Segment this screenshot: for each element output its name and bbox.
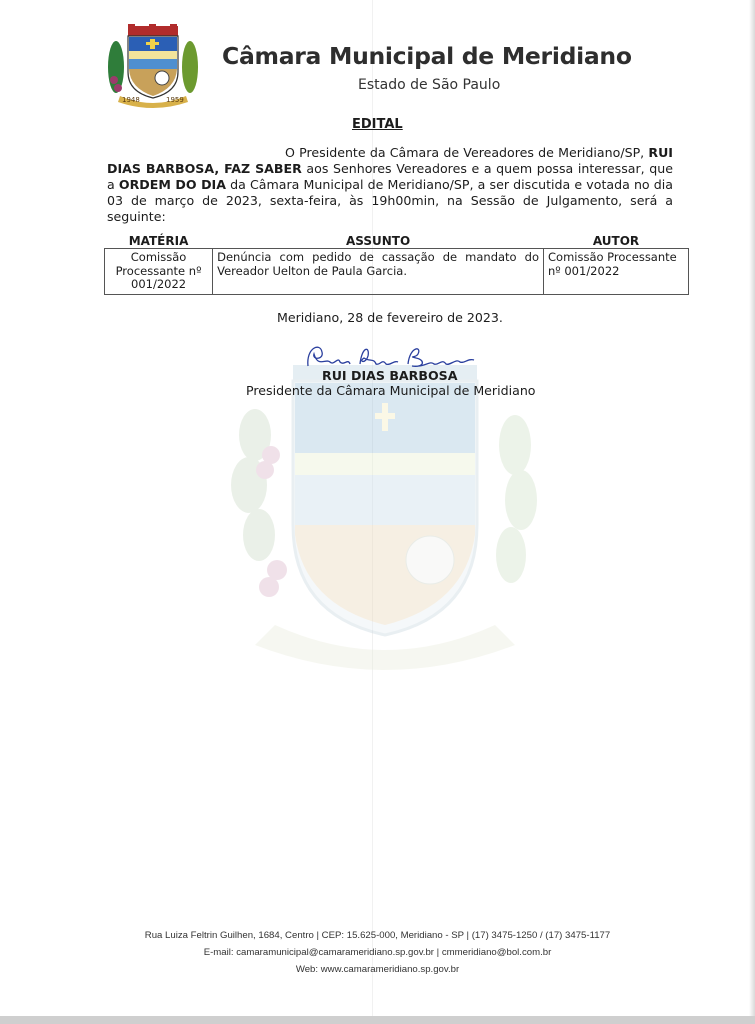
intro-text-2: aos Senhores Vereadores e a quem possa interessar, que a: [107, 161, 673, 192]
state-subtitle: Estado de São Paulo: [358, 77, 501, 93]
watermark-leaves-right: [496, 415, 537, 583]
table-row: [105, 249, 689, 295]
watermark-shield: [293, 365, 477, 635]
intro-paragraph: [107, 145, 673, 225]
page-title: Câmara Municipal de Meridiano: [222, 42, 632, 70]
cell-assunto: Denúncia com pedido de cassação de mandato do Vereador Uelton de Paula Garcia.: [213, 249, 544, 295]
document-heading: EDITAL: [352, 117, 403, 132]
crest-year-1959: 1959: [166, 96, 184, 104]
column-header-materia: MATÉRIA: [128, 233, 189, 248]
intro-text-1: O Presidente da Câmara de Vereadores de Meridiano/SP,: [285, 145, 649, 160]
watermark-leaves-left: [231, 409, 287, 597]
footer-website: Web: www.camarameridiano.sp.gov.br: [295, 964, 460, 975]
crest-year-1948: 1948: [122, 96, 140, 104]
column-header-assunto: ASSUNTO: [345, 233, 411, 248]
signatory-role: Presidente da Câmara Municipal de Meridiano: [246, 383, 536, 398]
agenda-table: [104, 234, 689, 295]
scan-edge-bottom: [0, 1016, 755, 1024]
intro-text-3: da Câmara Municipal de Meridiano/SP, a ser discutida e votada no dia 03 de março de 2023, sexta-feira, às 19h00min, na Sessão de Julgamento, será a seguinte:: [107, 177, 673, 224]
table-header-row: [105, 234, 689, 249]
footer-address: Rua Luiza Feltrin Guilhen, 1684, Centro | CEP: 15.625-000, Meridiano - SP | (17) 3475-1250 / (17) 3475-1177: [144, 930, 611, 941]
place-and-date: Meridiano, 28 de fevereiro de 2023.: [277, 310, 503, 325]
handwritten-signature: [300, 338, 490, 372]
president-name-highlight: RUI DIAS BARBOSA, FAZ SABER: [107, 145, 673, 176]
cell-materia: Comissão Processante nº 001/2022: [105, 249, 213, 295]
signatory-name: RUI DIAS BARBOSA: [322, 368, 458, 383]
cell-autor: Comissão Processante nº 001/2022: [544, 249, 689, 295]
crest-ribbon: [114, 93, 194, 105]
footer-email: E-mail: camaramunicipal@camarameridiano.sp.gov.br | cmmeridiano@bol.com.br: [203, 947, 552, 958]
scan-edge: [749, 0, 755, 1024]
column-header-autor: AUTOR: [592, 233, 640, 248]
agenda-label: ORDEM DO DIA: [118, 177, 226, 192]
